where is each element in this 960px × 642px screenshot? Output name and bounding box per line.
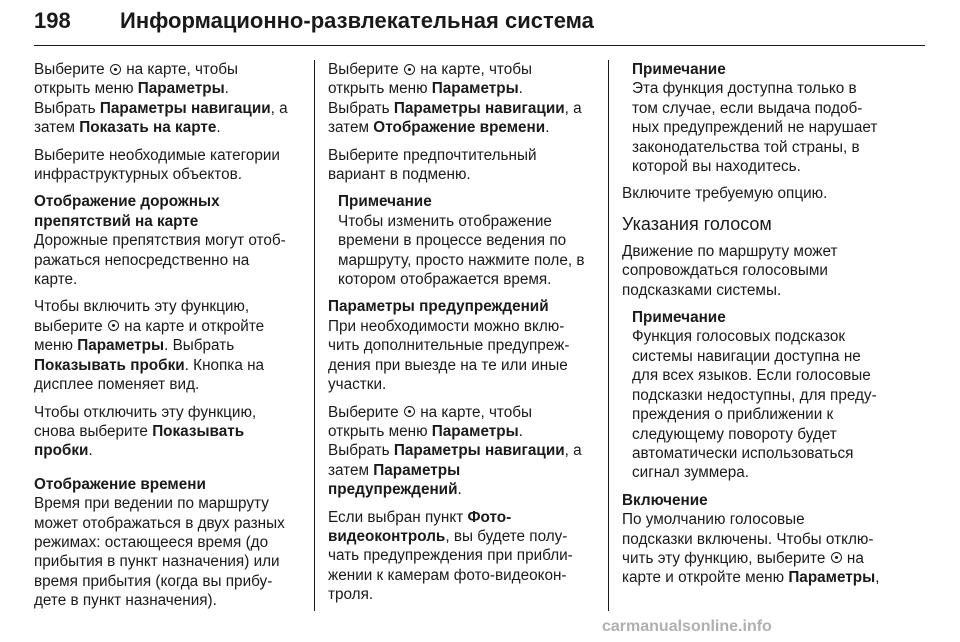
paragraph: Выберите на карте, чтобы открыть меню Параметры. Выбрать Параметры навигации, а затем Показать на карте.: [34, 61, 288, 137]
page-title: Информационно-развлекательная система: [120, 8, 594, 33]
note: [338, 192, 602, 289]
section-heading: Включение: [622, 491, 708, 509]
paragraph: Включите требуемую опцию.: [622, 185, 828, 203]
paragraph: При необходимости можно вклю- чить дополнительные предупреж- дения при выезде на те или иные участки.: [328, 317, 570, 394]
section-heading: Параметры предупреждений: [328, 298, 549, 316]
settings-icon: [108, 320, 119, 331]
paragraph: Выберите на карте, чтобы открыть меню Параметры. Выбрать Параметры навигации, а затем Отображение времени.: [328, 61, 582, 137]
paragraph: Дорожные препятствия могут отоб- ражаться непосредственно на карте.: [34, 232, 286, 289]
paragraph: Чтобы включить эту функцию, выберите на карте и откройте меню Параметры. Выбрать Показывать пробки. Кнопка на дисплее поменяет вид.: [34, 298, 265, 394]
settings-icon: [404, 406, 415, 417]
column-3: [622, 60, 928, 596]
settings-icon: [404, 64, 415, 75]
settings-icon: [831, 552, 842, 563]
page-header: [34, 6, 924, 46]
column-2: [328, 60, 602, 613]
paragraph: Чтобы отключить эту функцию, снова выберите Показывать пробки.: [34, 403, 257, 460]
paragraph: Выберите на карте, чтобы открыть меню Параметры. Выбрать Параметры навигации, а затем Параметры предупреждений.: [328, 403, 582, 499]
paragraph: По умолчанию голосовые подсказки включены. Чтобы отклю- чить эту функцию, выберите на карте и откройте меню Параметры,: [622, 511, 880, 587]
paragraph: Выберите необходимые категории инфраструктурных объектов.: [34, 146, 280, 184]
column-divider-2: [608, 60, 609, 611]
note-title: Примечание: [632, 309, 726, 327]
page-number: 198: [34, 8, 71, 33]
note-body: Чтобы изменить отображение времени в процессе ведения по маршруту, просто нажмите поле, в котором отображается время.: [338, 212, 585, 289]
column-divider-1: [314, 60, 315, 611]
note-title: Примечание: [338, 193, 432, 211]
note-body: Функция голосовых подсказок системы навигации доступна не для всех языков. Если голосовые подсказки недоступны, для преду- преждения о приближении к следующему повороту будет автоматически использоваться сигнал зуммера.: [632, 328, 877, 482]
note-body: Эта функция доступна только в том случае, если выдача подоб- ных предупреждений не нарушает законодательства той страны, в которой вы находитесь.: [632, 80, 878, 176]
section-heading: Указания голосом: [622, 213, 772, 234]
header-rule: [34, 45, 925, 46]
paragraph: Движение по маршруту может сопровождаться голосовыми подсказками системы.: [622, 242, 838, 299]
note-title: Примечание: [632, 61, 726, 78]
column-1: [34, 60, 306, 619]
settings-icon: [110, 64, 121, 75]
note: [632, 60, 928, 176]
watermark: carmanualsonline.info: [602, 618, 772, 635]
section-heading: Отображение времени: [34, 475, 206, 493]
note: [632, 308, 928, 483]
section-heading: Отображение дорожных препятствий на карте: [34, 193, 220, 230]
paragraph: Если выбран пункт Фото- видеоконтроль, вы будете полу- чать предупреждения при прибли- жении к камерам фото-видеокон- троля.: [328, 508, 573, 604]
paragraph: Выберите предпочтительный вариант в подменю.: [328, 146, 537, 184]
paragraph: Время при ведении по маршруту может отображаться в двух разных режимах: остающееся время (до прибытия в пункт назначения) или время прибытия (когда вы прибу- дете в пункт назначения).: [34, 495, 285, 610]
